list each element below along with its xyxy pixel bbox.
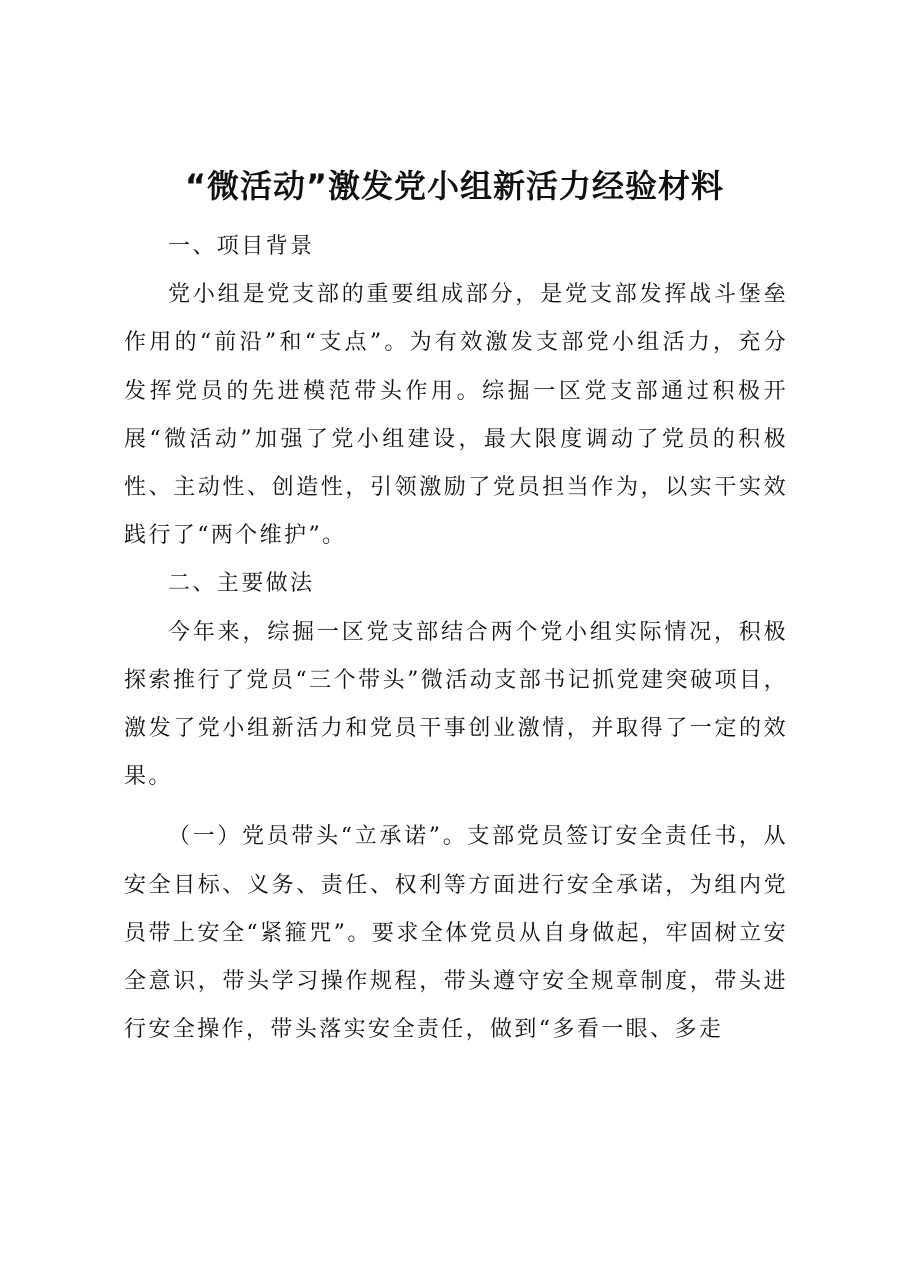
- paragraph-methods-intro: 今年来，综掘一区党支部结合两个党小组实际情况，积极探索推行了党员“三个带头”微活动支部书记抓党建突破项目，激发了党小组新活力和党员干事创业激情，并取得了一定的效果。: [124, 619, 788, 790]
- document-body: [124, 223, 788, 1054]
- paragraph-methods-item-1: （一）党员带头“立承诺”。支部党员签订安全责任书，从安全目标、义务、责任、权利等方面进行安全承诺，为组内党员带上安全“紧箍咒”。要求全体党员从自身做起，牢固树立安全意识，带头学习操作规程，带头遵守安全规章制度，带头进行安全操作，带头落实安全责任，做到“多看一眼、多走: [124, 824, 788, 1043]
- paragraph-spacer: [124, 801, 788, 813]
- section-heading-background: 一、项目背景: [168, 234, 315, 259]
- paragraph-background: 党小组是党支部的重要组成部分，是党支部发挥战斗堡垒作用的“前沿”和“支点”。为有效激发支部党小组活力，充分发挥党员的先进模范带头作用。综掘一区党支部通过积极开展“微活动”加强了党小组建设，最大限度调动了党员的积极性、主动性、创造性，引领激励了党员担当作为，以实干实效践行了“两个维护”。: [124, 282, 788, 549]
- document-title: “微活动”激发党小组新活力经验材料: [184, 167, 725, 205]
- section-heading-methods: 二、主要做法: [168, 571, 315, 597]
